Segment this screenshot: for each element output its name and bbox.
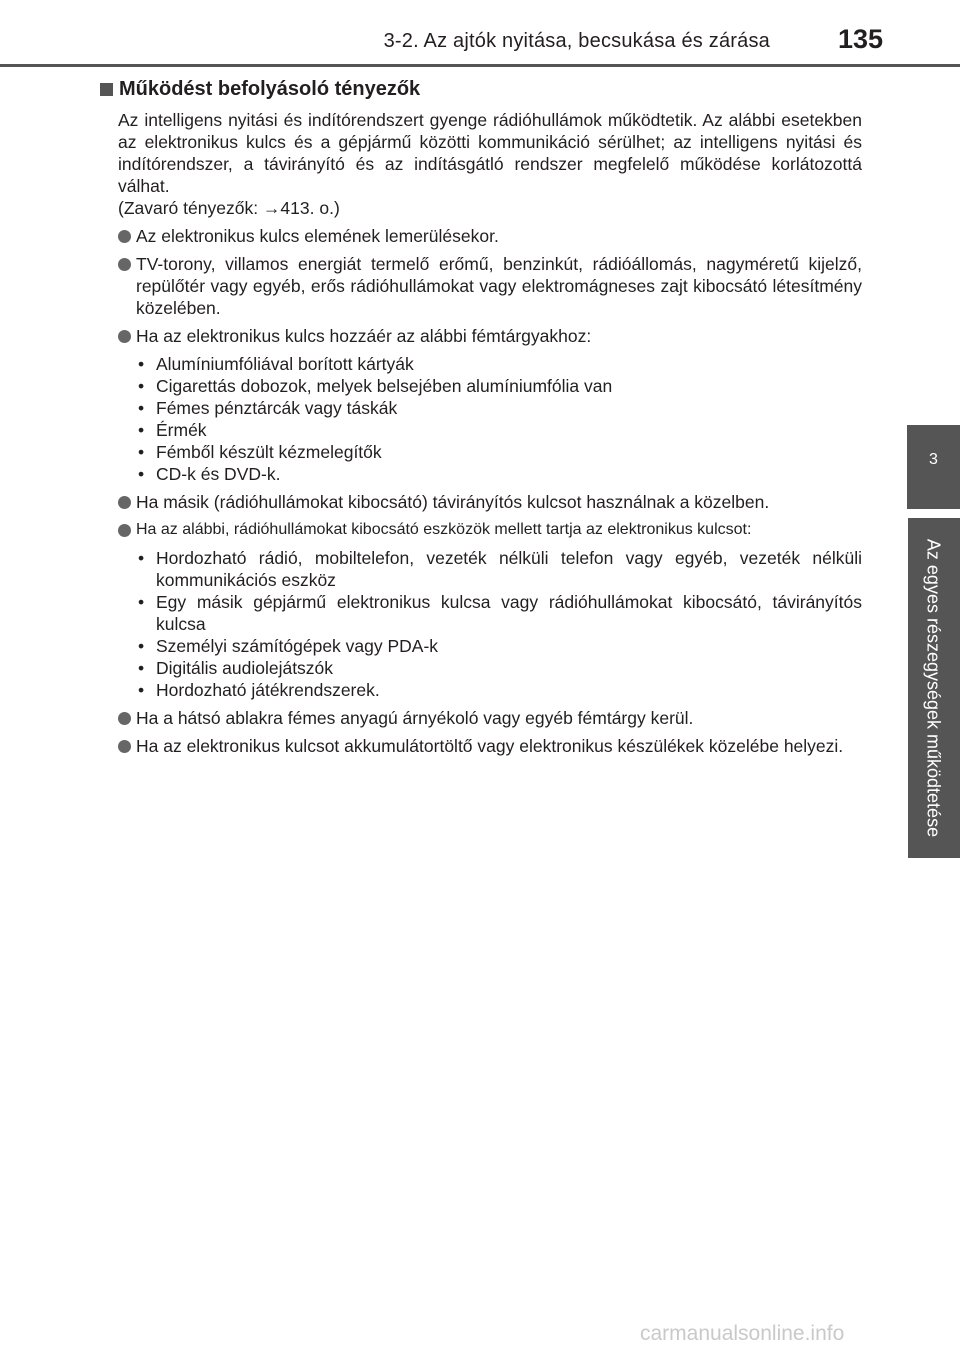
list-item-text: Ha az alábbi, rádióhullámokat kibocsátó eszközök mellett tartja az elektronikus kulcsot: [136,521,752,538]
list-item [118,225,862,247]
sub-list-item: • Cigarettás dobozok, melyek belsejében alumíniumfólia van [138,376,613,396]
list-item [118,253,862,319]
circle-bullet-icon [118,496,131,509]
circle-bullet-icon [118,712,131,725]
sub-list-item-text: Hordozható rádió, mobiltelefon, vezeték nélküli telefon vagy egyéb, vezeték nélküli kommunikációs eszköz [156,548,862,590]
list-item [118,491,862,513]
list-item-text: Az elektronikus kulcs elemének lemerülésekor. [136,226,499,246]
list-item-text: Ha a hátsó ablakra fémes anyagú árnyékoló vagy egyéb fémtárgy kerül. [136,708,694,728]
sub-list-item-text: Egy másik gépjármű elektronikus kulcsa vagy rádióhullámokat kibocsátó, távirányítós kulcsa [156,592,862,634]
page-header-title: 3-2. Az ajtók nyitása, becsukása és zárása [383,30,770,52]
list-item-text: Ha másik (rádióhullámokat kibocsátó) távirányítós kulcsot használnak a közelben. [136,492,770,512]
circle-bullet-icon [118,258,131,271]
sub-list-item: • Személyi számítógépek vagy PDA-k [138,636,439,656]
chapter-tab [907,425,960,509]
list-item-text: Ha az elektronikus kulcsot akkumulátortöltő vagy elektronikus készülékek közelébe helyezi. [136,736,844,756]
sub-list-item: • Érmék [138,420,207,440]
circle-bullet-icon [118,230,131,243]
sub-list-item-text: Alumíniumfóliával borított kártyák [156,354,414,374]
intro-paragraph: Az intelligens nyitási és indítórendszert gyenge rádióhullámok működtetik. Az alábbi esetekben az elektronikus kulcs és a gépjármű közötti kommunikáció sérülhet; az intelligens nyitási és indítórendszer, a távirányító és az indításgátló rendszer megfelelő működése korlátozottá válhat. [118,110,862,196]
page-number: 135 [838,24,884,54]
sub-list-item-text: Fémes pénztárcák vagy táskák [156,398,398,418]
section-heading [100,78,862,101]
sub-list-item-text: Digitális audiolejátszók [156,658,334,678]
sub-list-item-text: Fémből készült kézmelegítők [156,442,382,462]
main-content [100,78,862,757]
sub-list-item-text: CD-k és DVD-k. [156,464,281,484]
circle-bullet-icon [118,330,131,343]
chapter-label: Az egyes részegységek működtetése [923,538,944,838]
intro-reference: (Zavaró tényezők: →413. o.) [118,198,340,218]
sub-list-item: • Hordozható játékrendszerek. [138,680,380,700]
device-items-list [136,547,862,701]
metal-items-list [136,353,862,485]
sub-list-item: • CD-k és DVD-k. [138,464,281,484]
list-item [118,325,862,347]
circle-bullet-icon [118,524,131,537]
sub-list-item: • Alumíniumfóliával borított kártyák [138,354,414,374]
sub-list-item: • Fémes pénztárcák vagy táskák [138,398,398,418]
list-item [118,519,862,541]
list-item [118,707,862,729]
sub-list-item: • Digitális audiolejátszók [138,658,334,678]
chapter-number: 3 [929,451,938,468]
watermark: carmanualsonline.info [640,1322,845,1345]
sub-list-item-text: Cigarettás dobozok, melyek belsejében alumíniumfólia van [156,376,613,396]
sub-list-item-text: Érmék [156,420,207,440]
header-divider [0,64,960,67]
sub-list-item-text: Személyi számítógépek vagy PDA-k [156,636,439,656]
sub-list-item: • Egy másik gépjármű elektronikus kulcsa vagy rádióhullámokat kibocsátó, távirányítós kulcsa [138,592,862,634]
list-item-text: Ha az elektronikus kulcs hozzáér az alábbi fémtárgyakhoz: [136,326,592,346]
list-item-text: TV-torony, villamos energiát termelő erőmű, benzinkút, rádióállomás, nagyméretű kijelző, repülőtér vagy egyéb, erős rádióhullámokat vagy elektromágneses zajt kibocsátó létesítmény közelében. [136,254,862,318]
sub-list-item: • Fémből készült kézmelegítők [138,442,382,462]
sub-list-item: • Hordozható rádió, mobiltelefon, vezeték nélküli telefon vagy egyéb, vezeték nélküli kommunikációs eszköz [138,548,862,590]
list-item [118,735,862,757]
square-bullet-icon [100,83,113,96]
sub-list-item-text: Hordozható játékrendszerek. [156,680,380,700]
circle-bullet-icon [118,740,131,753]
section-heading-text: Működést befolyásoló tényezők [119,78,421,100]
